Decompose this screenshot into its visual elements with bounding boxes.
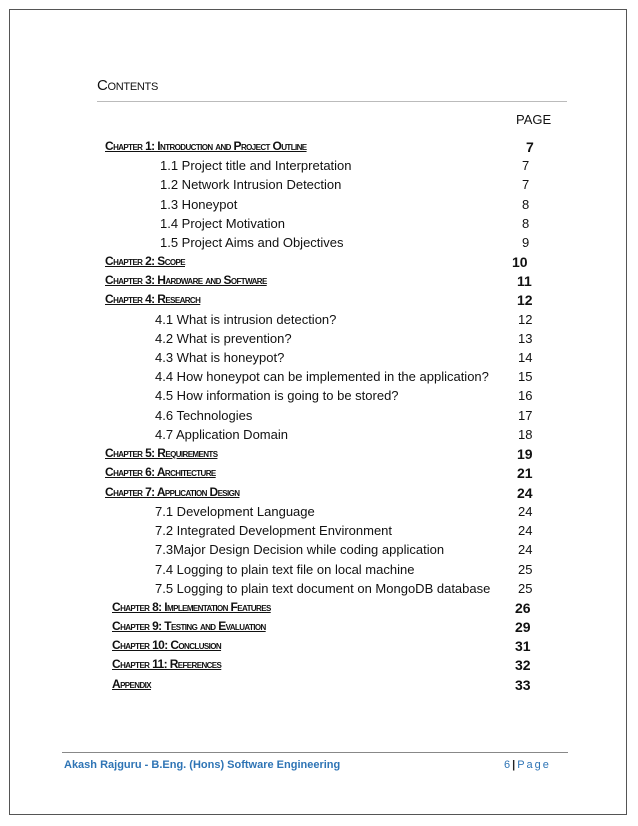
toc-entry-label: Chapter 3: Hardware and Software: [105, 273, 267, 287]
toc-entry-page: 12: [518, 312, 533, 327]
toc-entry-label: Appendix: [112, 677, 151, 691]
toc-entry-label: Chapter 6: Architecture: [105, 465, 216, 479]
toc-entry-page: 32: [515, 657, 531, 673]
toc-entry-label: 4.1 What is intrusion detection?: [155, 312, 337, 327]
toc-entry-label: 4.5 How information is going to be stored?: [155, 388, 399, 403]
toc-entry-page: 13: [518, 331, 533, 346]
toc-entry-label: 1.3 Honeypot: [160, 197, 238, 212]
toc-entry-label: 7.5 Logging to plain text document on MongoDB database: [155, 581, 491, 596]
footer-page-word: Page: [517, 759, 551, 771]
toc-entry-label: Chapter 11: References: [112, 657, 222, 671]
toc-entry-label: Chapter 1: Introduction and Project Outline: [105, 139, 307, 153]
toc-entry-page: 24: [518, 504, 533, 519]
toc-entry-page: 14: [518, 350, 533, 365]
footer-separator: |: [512, 759, 516, 771]
contents-heading: Contents: [97, 77, 158, 94]
toc-entry-page: 15: [518, 369, 533, 384]
toc-entry-page: 7: [526, 139, 534, 155]
toc-entry-label: 4.2 What is prevention?: [155, 331, 292, 346]
toc-entry-page: 29: [515, 619, 531, 635]
toc-entry-label: Chapter 5: Requirements: [105, 446, 218, 460]
toc-entry-page: 11: [517, 273, 532, 289]
toc-entry-label: 4.7 Application Domain: [155, 427, 288, 442]
toc-entry-label: Chapter 7: Application Design: [105, 485, 240, 499]
toc-entry-label: 1.1 Project title and Interpretation: [160, 158, 352, 173]
footer-author: Akash Rajguru - B.Eng. (Hons) Software Engineering: [64, 759, 341, 771]
toc-entry-page: 24: [517, 485, 533, 501]
footer-page-indicator: [504, 759, 551, 771]
toc-entry-label: 4.3 What is honeypot?: [155, 350, 285, 365]
toc-entry-page: 25: [518, 562, 533, 577]
toc-entry-page: 10: [512, 254, 528, 270]
toc-entry-label: 7.2 Integrated Development Environment: [155, 523, 393, 538]
toc-entry-page: 26: [515, 600, 531, 616]
footer-rule: [62, 752, 568, 753]
toc-entry-label: Chapter 9: Testing and Evaluation: [112, 619, 266, 633]
page-border: [9, 9, 627, 815]
toc-entry-page: 24: [518, 523, 533, 538]
heading-rule: [97, 101, 567, 102]
toc-entry-label: Chapter 10: Conclusion: [112, 638, 222, 652]
toc-entry-label: Chapter 8: Implementation Features: [112, 600, 271, 614]
toc-entry-page: 21: [517, 465, 533, 481]
toc-entry-page: 7: [522, 177, 530, 192]
toc-entry-page: 33: [515, 677, 531, 693]
toc-entry-page: 7: [522, 158, 530, 173]
toc-entry-page: 18: [518, 427, 533, 442]
toc-entry-page: 8: [522, 216, 530, 231]
toc-entry-page: 8: [522, 197, 530, 212]
toc-entry-page: 24: [518, 542, 533, 557]
footer-page-number: 6: [504, 759, 511, 771]
toc-entry-page: 25: [518, 581, 533, 596]
toc-entry-label: 1.4 Project Motivation: [160, 216, 286, 231]
toc-entry-label: 4.6 Technologies: [155, 408, 253, 423]
toc-entry-page: 19: [517, 446, 533, 462]
toc-entry-label: 1.2 Network Intrusion Detection: [160, 177, 342, 192]
page-column-label: PAGE: [516, 112, 552, 127]
toc-entry-page: 16: [518, 388, 533, 403]
toc-entry-label: 7.4 Logging to plain text file on local machine: [155, 562, 415, 577]
toc-entry-label: 7.1 Development Language: [155, 504, 315, 519]
toc-entry-label: 7.3Major Design Decision while coding application: [155, 542, 445, 557]
toc-entry-label: 4.4 How honeypot can be implemented in the application?: [155, 369, 489, 384]
toc-entry-page: 17: [518, 408, 533, 423]
toc-entry-label: Chapter 4: Research: [105, 292, 201, 306]
toc-entry-label: 1.5 Project Aims and Objectives: [160, 235, 344, 250]
toc-entry-page: 31: [515, 638, 531, 654]
toc-entry-page: 9: [522, 235, 530, 250]
toc-entry-label: Chapter 2: Scope: [105, 254, 185, 268]
toc-entry-page: 12: [517, 292, 533, 308]
